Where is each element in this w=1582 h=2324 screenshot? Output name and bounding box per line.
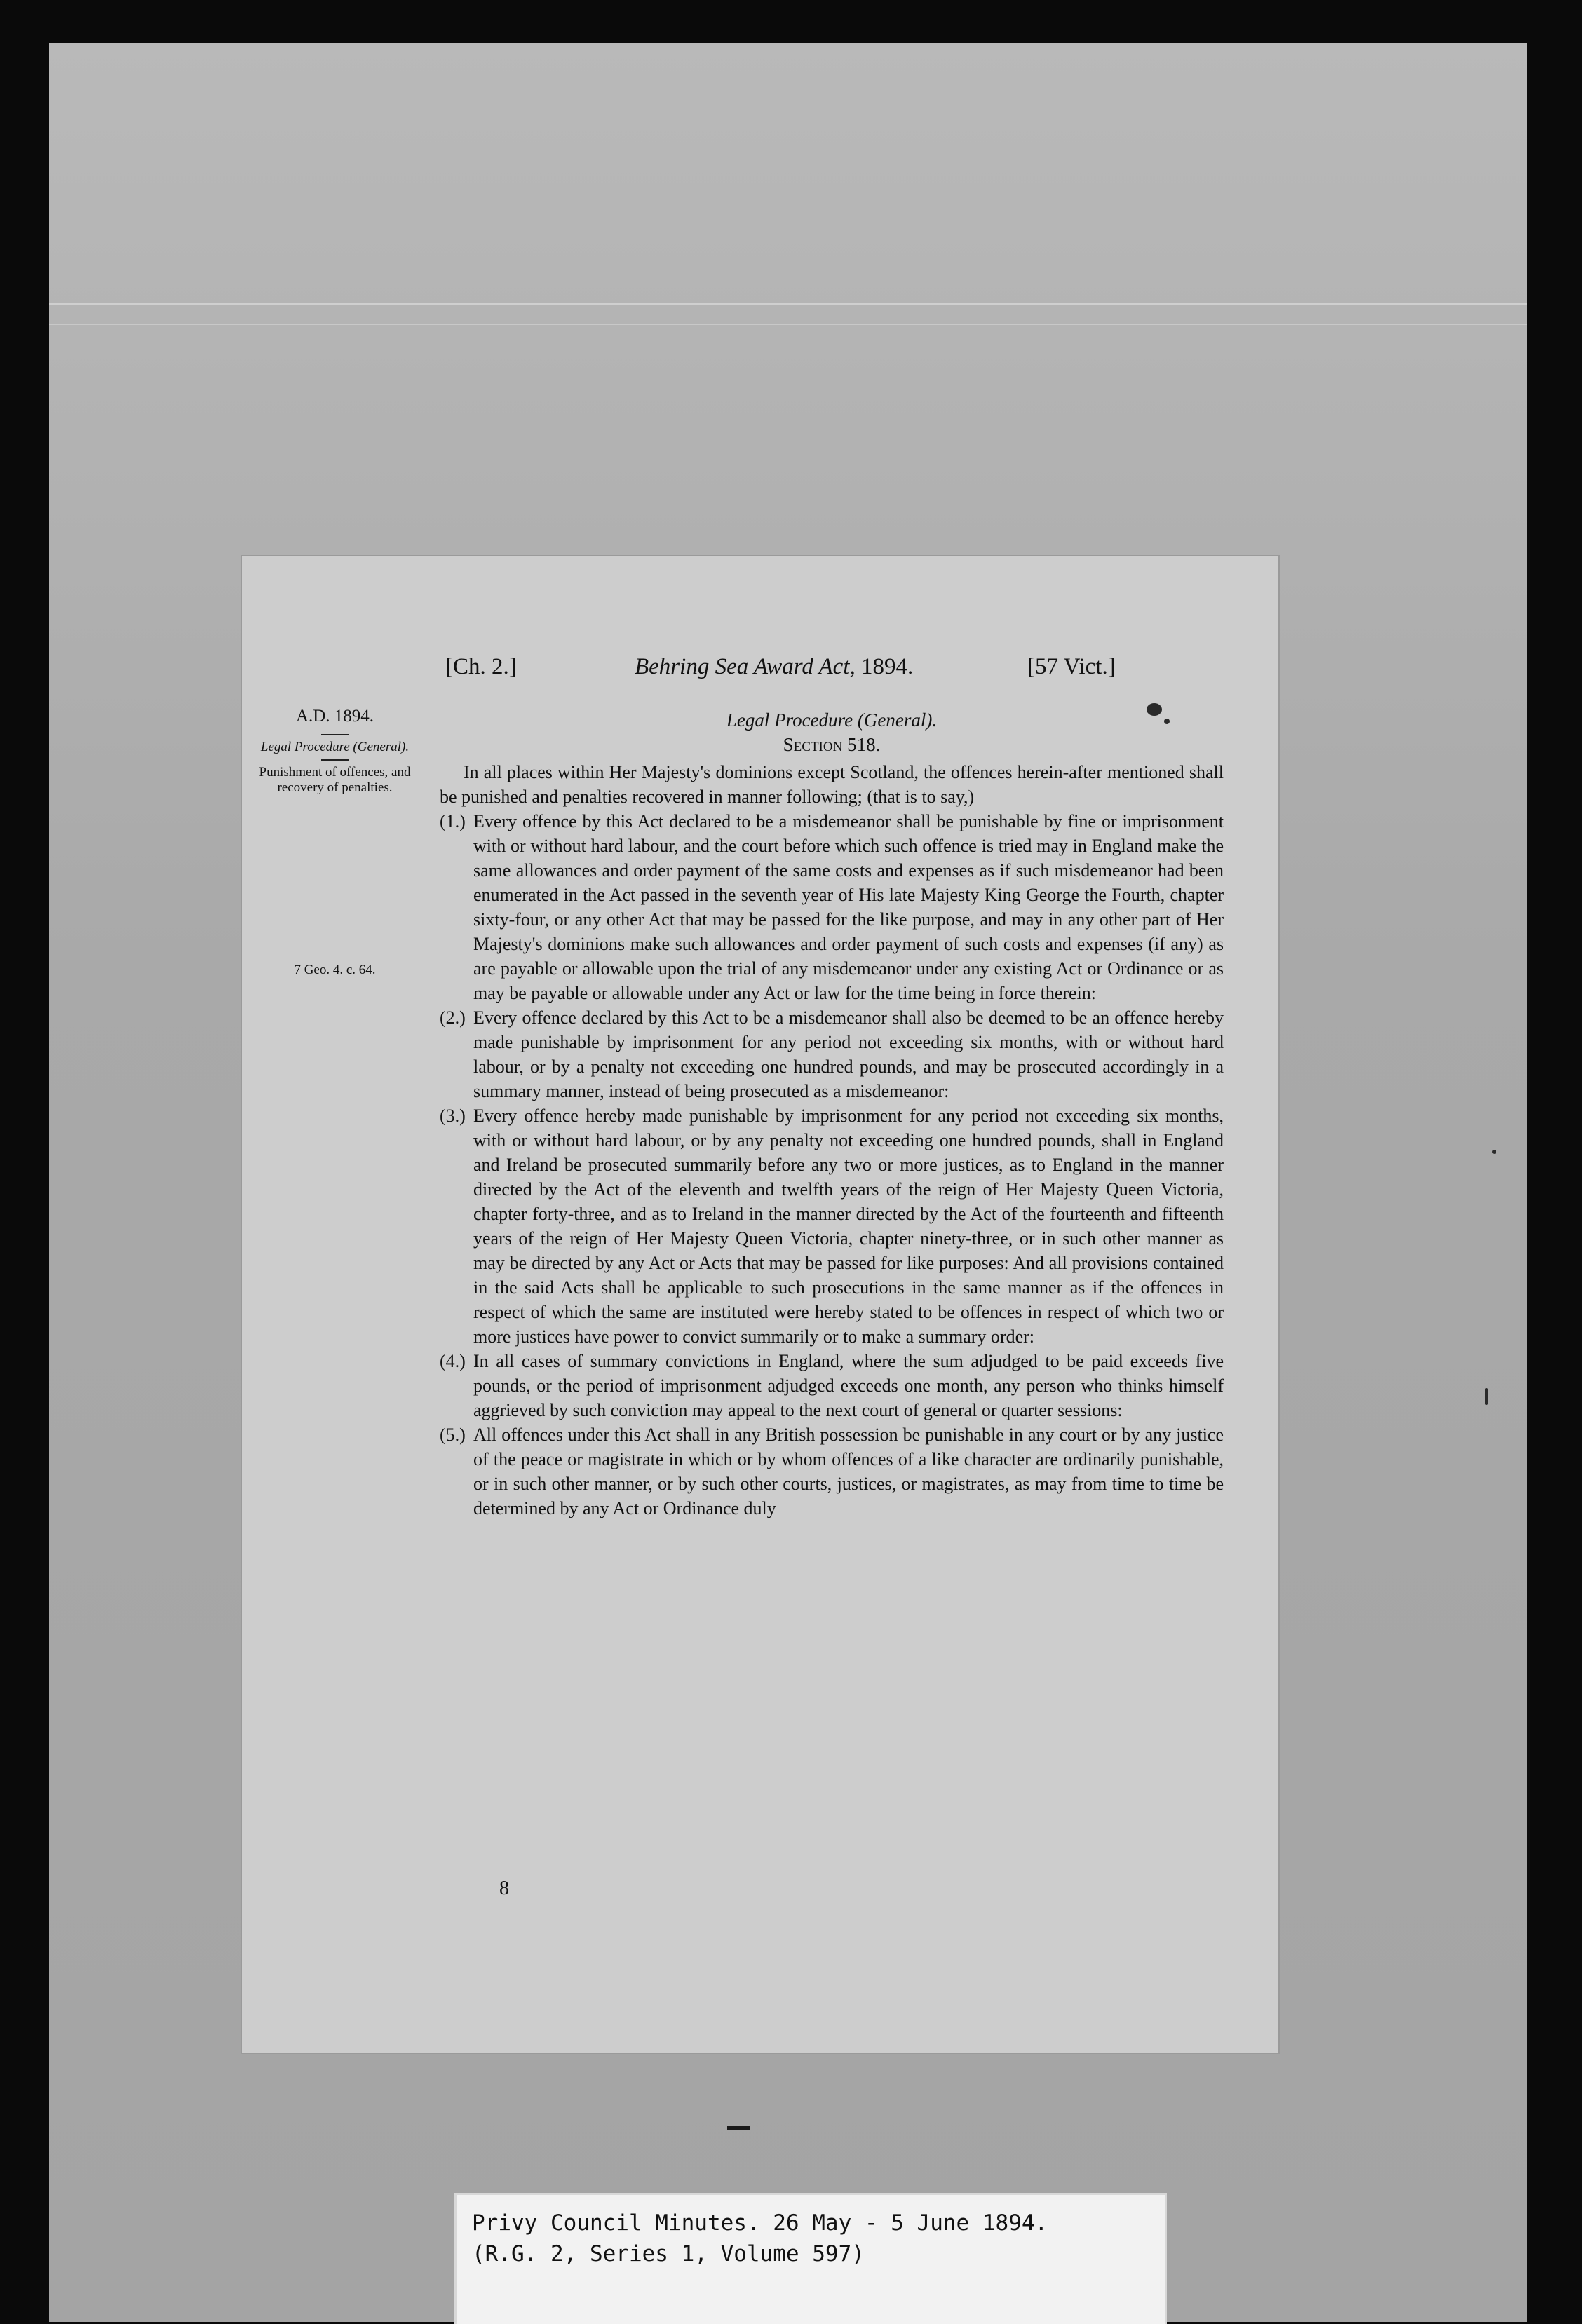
- clause-number: (4.): [440, 1351, 466, 1371]
- archive-label: [454, 2193, 1167, 2324]
- margin-rule: [321, 759, 349, 761]
- page-number: 8: [499, 1877, 509, 1899]
- archive-label-reference: (R.G. 2, Series 1, Volume 597): [472, 2241, 865, 2267]
- clause-1: [440, 809, 1224, 1005]
- clause-number: (5.): [440, 1425, 466, 1445]
- clause-5: [440, 1422, 1224, 1521]
- clause-text: Every offence by this Act declared to be a misdemeanor shall be punishable by fine or imprisonment with or without hard labour, and the court before which such offence is tried may in England make the same allowances and order payment of the same costs and expenses as if such misdemeanor had been enumerated in the Act passed in the seventh year of His late Majesty King George the Fourth, chapter sixty-four, or any other Act that may be passed for the like purpose, and may in any other part of Her Majesty's dominions make such allowances and order payment of such costs and expenses (if any) as are payable or allowable upon the trial of any misdemeanor under any existing Act or Ordinance or as may be payable or allowable under any Act or law for the time being in force therein:: [473, 811, 1224, 1003]
- archive-label-title: Privy Council Minutes. 26 May - 5 June 1894.: [472, 2210, 1048, 2236]
- running-head-title: [635, 654, 1055, 680]
- margin-rule: [321, 734, 349, 735]
- margin-legal-procedure: Legal Procedure (General).: [260, 740, 410, 754]
- intro-paragraph: In all places within Her Majesty's dominions except Scotland, the offences herein-after mentioned shall be punished and penalties recovered in manner following; (that is to say,): [440, 762, 1224, 807]
- clause-number: (2.): [440, 1007, 466, 1028]
- clause-4: [440, 1349, 1224, 1422]
- section-heading: Section 518.: [783, 734, 881, 755]
- clause-number: (3.): [440, 1106, 466, 1126]
- clause-text: Every offence declared by this Act to be a misdemeanor shall also be deemed to be an offence hereby made punishable by imprisonment for any period not exceeding six months, with or without hard labour, or by a penalty not exceeding one hundred pounds, and may be prosecuted accordingly in a summary manner, instead of being prosecuted as a misdemeanor:: [473, 1007, 1224, 1101]
- running-head-year: 1894.: [855, 654, 914, 679]
- clause-text: In all cases of summary convictions in England, where the sum adjudged to be paid exceeds five pounds, or the period of imprisonment adjudged exceeds one month, any person who thinks himself aggrieved by such conviction may appeal to the next court of general or quarter sessions:: [473, 1351, 1224, 1420]
- film-fold-line: [49, 303, 1527, 305]
- margin-punishment-note: Punishment of offences, and recovery of penalties.: [259, 765, 411, 795]
- body-heading: Legal Procedure (General).: [726, 709, 938, 731]
- clause-3: [440, 1103, 1224, 1349]
- clause-2: [440, 1005, 1224, 1103]
- film-dash-mark: [727, 2126, 750, 2130]
- clause-text: Every offence hereby made punishable by imprisonment for any period not exceeding six months, with or without hard labour, or by any penalty not exceeding one hundred pounds, shall in England and Ireland be prosecuted summarily before any two or more justices, as to England in the manner directed by the Act of the eleventh and twelfth years of the reign of Her Majesty Queen Victoria, chapter forty-three, and as to Ireland in the manner directed by the Act of the fourteenth and fifteenth years of the reign of Her Majesty Queen Victoria, chapter ninety-three, or in such other manner as may be directed by any Act or Acts that may be passed for like purposes: And all provisions contained in the said Acts shall be applicable to such prosecutions in the same manner as if the offences in respect of which the same are instituted were hereby stated to be offences in respect of which two or more justices have power to convict summarily or to make a summary order:: [473, 1106, 1224, 1347]
- margin-notes: [242, 709, 428, 796]
- running-head-title-text: Behring Sea Award Act,: [635, 654, 856, 679]
- running-head-regnal-year: [57 Vict.]: [1027, 654, 1116, 679]
- document-body: [440, 708, 1224, 1521]
- clause-text: All offences under this Act shall in any British possession be punishable in any court or by any justice of the peace or magistrate in which or by whom offences of a like character are ordinarily punishable, or in such other manner, or by such other courts, justices, or magistrates, as may from time to time be determined by any Act or Ordinance duly: [473, 1425, 1224, 1518]
- film-speck: [1492, 1150, 1496, 1154]
- film-scratch: [1485, 1388, 1488, 1405]
- ink-blot: [1147, 703, 1162, 716]
- running-head-chapter: [Ch. 2.]: [445, 654, 517, 679]
- document-page: [242, 556, 1278, 2053]
- ink-speck: [1164, 719, 1170, 724]
- clause-number: (1.): [440, 811, 466, 831]
- margin-year: A.D. 1894.: [295, 707, 374, 726]
- margin-citation: 7 Geo. 4. c. 64.: [294, 963, 376, 977]
- film-fold-line-secondary: [49, 324, 1527, 325]
